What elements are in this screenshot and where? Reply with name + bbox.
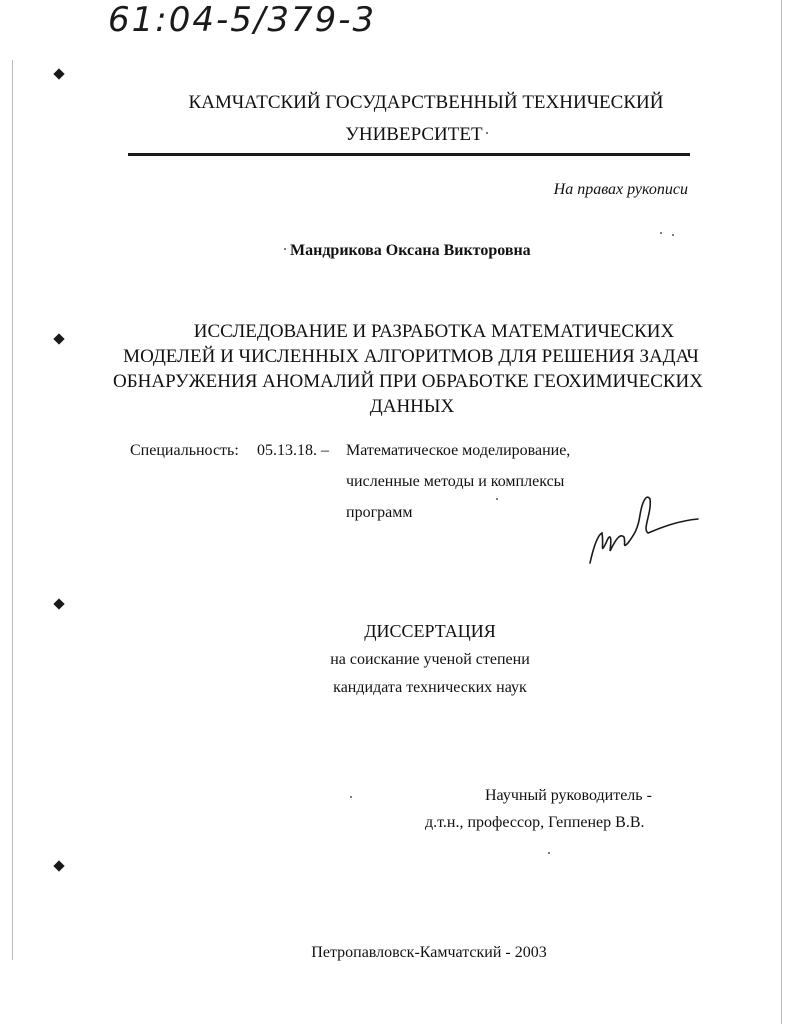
scan-speck	[496, 498, 498, 500]
university-name-line2: УНИВЕРСИТЕТ	[345, 124, 483, 145]
dissertation-degree-line1: на соискание ученой степени	[330, 651, 530, 668]
signature	[580, 485, 710, 575]
manuscript-note: На правах рукописи	[553, 181, 688, 198]
author-name: Мандрикова Оксана Викторовна	[290, 242, 531, 259]
city-year: Петропавловск-Камчатский - 2003	[311, 944, 547, 961]
scan-speck	[284, 248, 286, 250]
margin-mark	[53, 598, 64, 609]
scan-speck	[486, 132, 488, 134]
specialty-code: 05.13.18. –	[257, 442, 329, 459]
supervisor-line1: Научный руководитель -	[485, 787, 652, 804]
specialty-line1: Математическое моделирование,	[346, 442, 571, 459]
thesis-title-line3: ОБНАРУЖЕНИЯ АНОМАЛИЙ ПРИ ОБРАБОТКЕ ГЕОХИМИЧЕСКИХ	[113, 371, 703, 392]
dissertation-degree-line2: кандидата технических наук	[333, 679, 527, 696]
specialty-line2: численные методы и комплексы	[346, 473, 565, 490]
specialty-label: Специальность:	[130, 442, 239, 459]
scan-speck	[660, 232, 662, 234]
archive-code: 61:04-5/379-3	[108, 0, 377, 40]
university-name-line1: КАМЧАТСКИЙ ГОСУДАРСТВЕННЫЙ ТЕХНИЧЕСКИЙ	[188, 92, 664, 113]
thesis-title-line2: МОДЕЛЕЙ И ЧИСЛЕННЫХ АЛГОРИТМОВ ДЛЯ РЕШЕНИЯ ЗАДАЧ	[123, 346, 699, 367]
dissertation-heading: ДИССЕРТАЦИЯ	[364, 621, 496, 641]
scan-speck	[548, 852, 550, 854]
thesis-title-line4: ДАННЫХ	[369, 396, 455, 417]
scan-edge-left	[12, 60, 13, 960]
scan-edge-right	[781, 0, 782, 1024]
specialty-line3: программ	[346, 504, 413, 521]
scan-speck	[672, 234, 674, 236]
supervisor-line2: д.т.н., профессор, Геппенер В.В.	[425, 814, 645, 831]
thesis-title-line1: ИССЛЕДОВАНИЕ И РАЗРАБОТКА МАТЕМАТИЧЕСКИХ	[193, 321, 675, 342]
scan-speck	[350, 796, 352, 798]
header-rule	[128, 153, 690, 156]
margin-mark	[53, 860, 64, 871]
margin-mark	[53, 68, 64, 79]
